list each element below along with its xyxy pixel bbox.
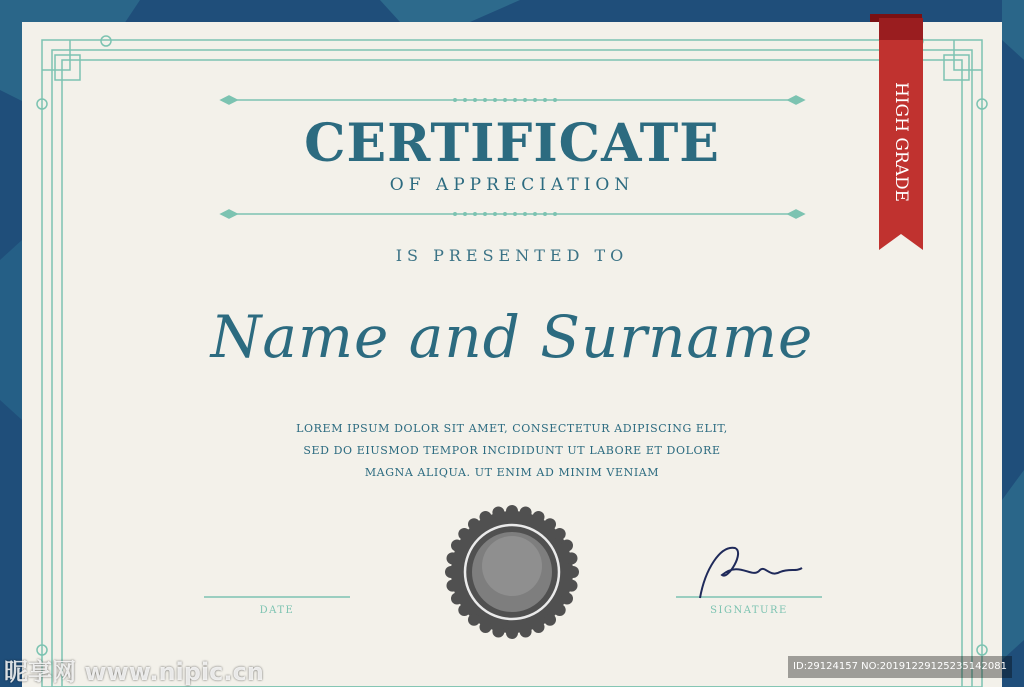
- watermark-site: 昵享网 www.nipic.cn: [4, 658, 264, 686]
- recipient-name: Name and Surname: [210, 303, 814, 371]
- body-line: LOREM IPSUM DOLOR SIT AMET, CONSECTETUR ADIPISCING ELIT,: [296, 422, 728, 435]
- signature-label: SIGNATURE: [710, 605, 788, 616]
- certificate-title: CERTIFICATE: [304, 113, 720, 174]
- certificate-body: [0, 418, 1024, 484]
- date-label: DATE: [259, 605, 295, 616]
- bottom-divider: [221, 210, 804, 218]
- body-line: MAGNA ALIQUA. UT ENIM AD MINIM VENIAM: [364, 466, 660, 479]
- seal-icon: [445, 505, 579, 639]
- certificate-subtitle: OF APPRECIATION: [389, 175, 635, 195]
- body-line: SED DO EIUSMOD TEMPOR INCIDIDUNT UT LABORE ET DOLORE: [303, 444, 721, 457]
- watermark-id: ID:29124157 NO:20191229125235142081: [788, 656, 1012, 678]
- top-divider: [221, 96, 804, 104]
- ribbon-label: HIGH GRADE: [891, 81, 911, 203]
- presented-to-label: IS PRESENTED TO: [395, 246, 629, 265]
- signature-scribble: [700, 548, 802, 598]
